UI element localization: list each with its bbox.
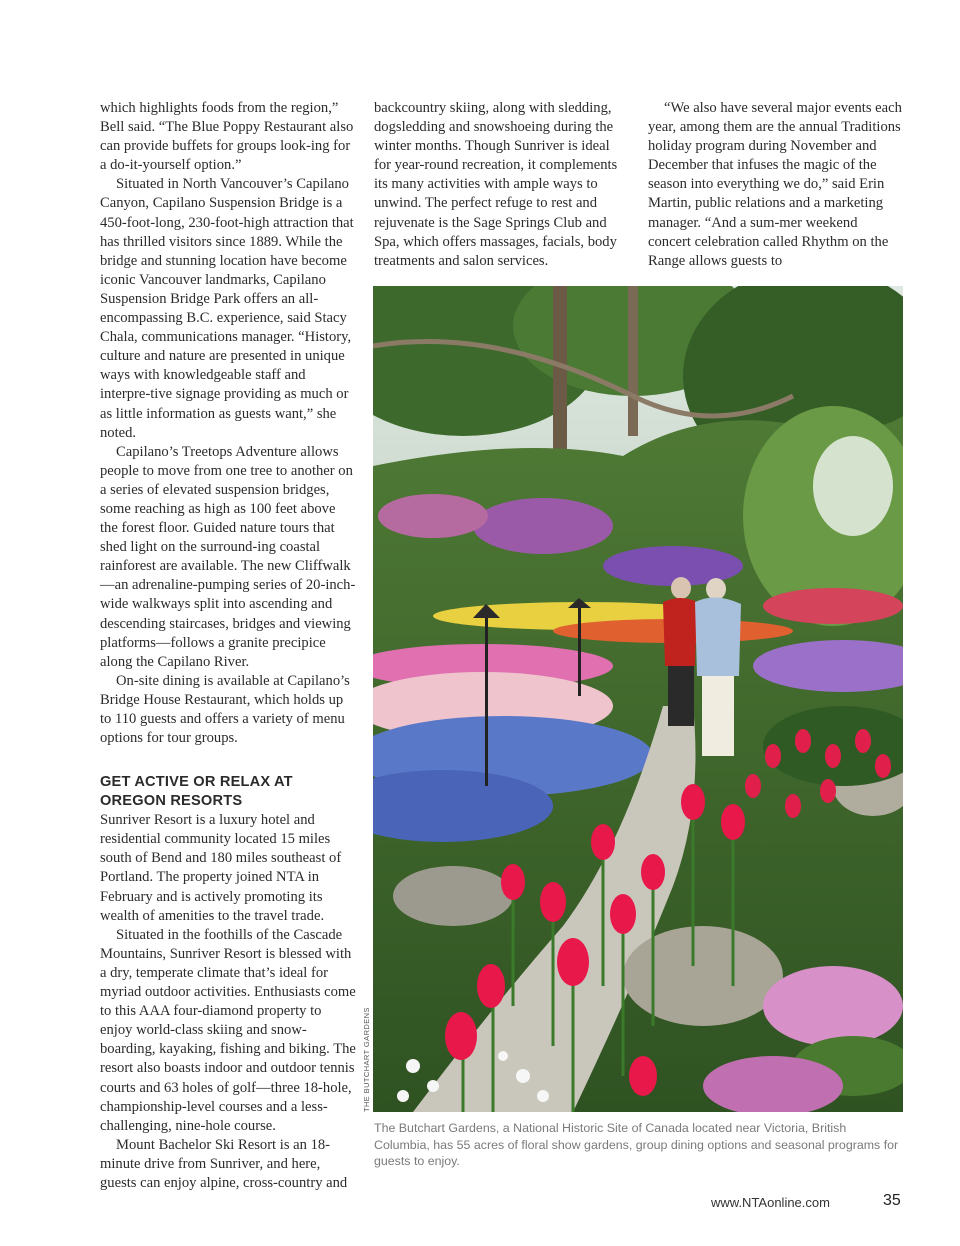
body-paragraph: Situated in the foothills of the Cascade Mountains, Sunriver Resort is blessed with a dry, temperate climate that’s ideal for myriad outdoor activities. Enthusiasts come to this AAA four-diamond property to enjoy world-class skiing and snow-boarding, kayaking, fishing and biking. The resort also boasts indoor and outdoor tennis courts and 63 holes of golf—three 18-hole, championship-level courses and a less-challenging, nine-hole course. bbox=[100, 926, 356, 1134]
photo-credit: THE BUTCHART GARDENS bbox=[362, 1007, 371, 1112]
body-paragraph: backcountry skiing, along with sledding, dogsledding and snowshoeing during the winter months. Though Sunriver is ideal for year-round recreation, it complements its many activities with ample ways to unwind. The perfect refuge to rest and rejuvenate is the Sage Springs Club and Spa, which offers massages, facials, body treatments and salon services. bbox=[374, 100, 618, 269]
footer-url: www.NTAonline.com bbox=[711, 1195, 830, 1210]
page-number: 35 bbox=[883, 1192, 901, 1209]
article-column-2 bbox=[374, 99, 630, 271]
section-subhead bbox=[100, 773, 356, 811]
body-paragraph: “We also have several major events each year, among them are the annual Traditions holiday program during November and December that infuses the magic of the season into everything we do,” said Erin Martin, public relations and a marketing manager. “And a sum-mer weekend concert celebration called Rhythm on the Range allows guests to bbox=[648, 100, 902, 269]
photo-caption: The Butchart Gardens, a National Historic Site of Canada located near Victoria, British Columbia, has 55 acres of floral show gardens, group dining options and seasonal programs for guests to enjoy. bbox=[374, 1121, 899, 1168]
body-paragraph: Capilano’s Treetops Adventure allows people to move from one tree to another on a series of elevated suspension bridges, some reaching as high as 100 feet above the forest floor. Guided nature tours that shed light on the surround-ing coastal rainforest are available. The new Cliffwalk—an adrenaline-pumping series of 20-inch-wide walkways split into ascending and descending staircases, bridges and viewing platforms—follows a granite precipice along the Capilano River. bbox=[100, 443, 356, 670]
subhead-line-1: GET ACTIVE OR RELAX AT bbox=[100, 774, 293, 791]
body-paragraph: Mount Bachelor Ski Resort is an 18-minute drive from Sunriver, and here, guests can enjoy alpine, cross-country and bbox=[100, 1136, 348, 1191]
garden-photo bbox=[373, 286, 903, 1112]
body-paragraph: which highlights foods from the region,” Bell said. “The Blue Poppy Restaurant also can provide buffets for groups look-ing for a do-it-yourself option.” bbox=[100, 100, 354, 174]
article-column-3 bbox=[648, 99, 904, 271]
body-paragraph: Sunriver Resort is a luxury hotel and residential community located 15 miles south of Bend and 180 miles southeast of Portland. The property joined NTA in February and is actively promoting its wealth of amenities to the travel trade. bbox=[100, 812, 342, 924]
garden-illustration bbox=[373, 286, 903, 1112]
body-paragraph: Situated in North Vancouver’s Capilano Canyon, Capilano Suspension Bridge is a 450-foot-long, 230-foot-high attraction that has thrilled visitors since 1889. While the bridge and stunning location have become iconic Vancouver landmarks, Capilano Suspension Bridge Park offers an all-encompassing B.C. experience, said Stacy Chala, communications manager. “History, culture and nature are presented in unique ways with knowledgeable staff and interpre-tive signage providing as much or as little information as guests want,” she noted. bbox=[100, 176, 354, 441]
article-column-1 bbox=[100, 99, 356, 1193]
body-paragraph: On-site dining is available at Capilano’s Bridge House Restaurant, which holds up to 110 guests and offers a variety of menu options for tour groups. bbox=[100, 672, 350, 747]
subhead-line-2: OREGON RESORTS bbox=[100, 793, 243, 810]
